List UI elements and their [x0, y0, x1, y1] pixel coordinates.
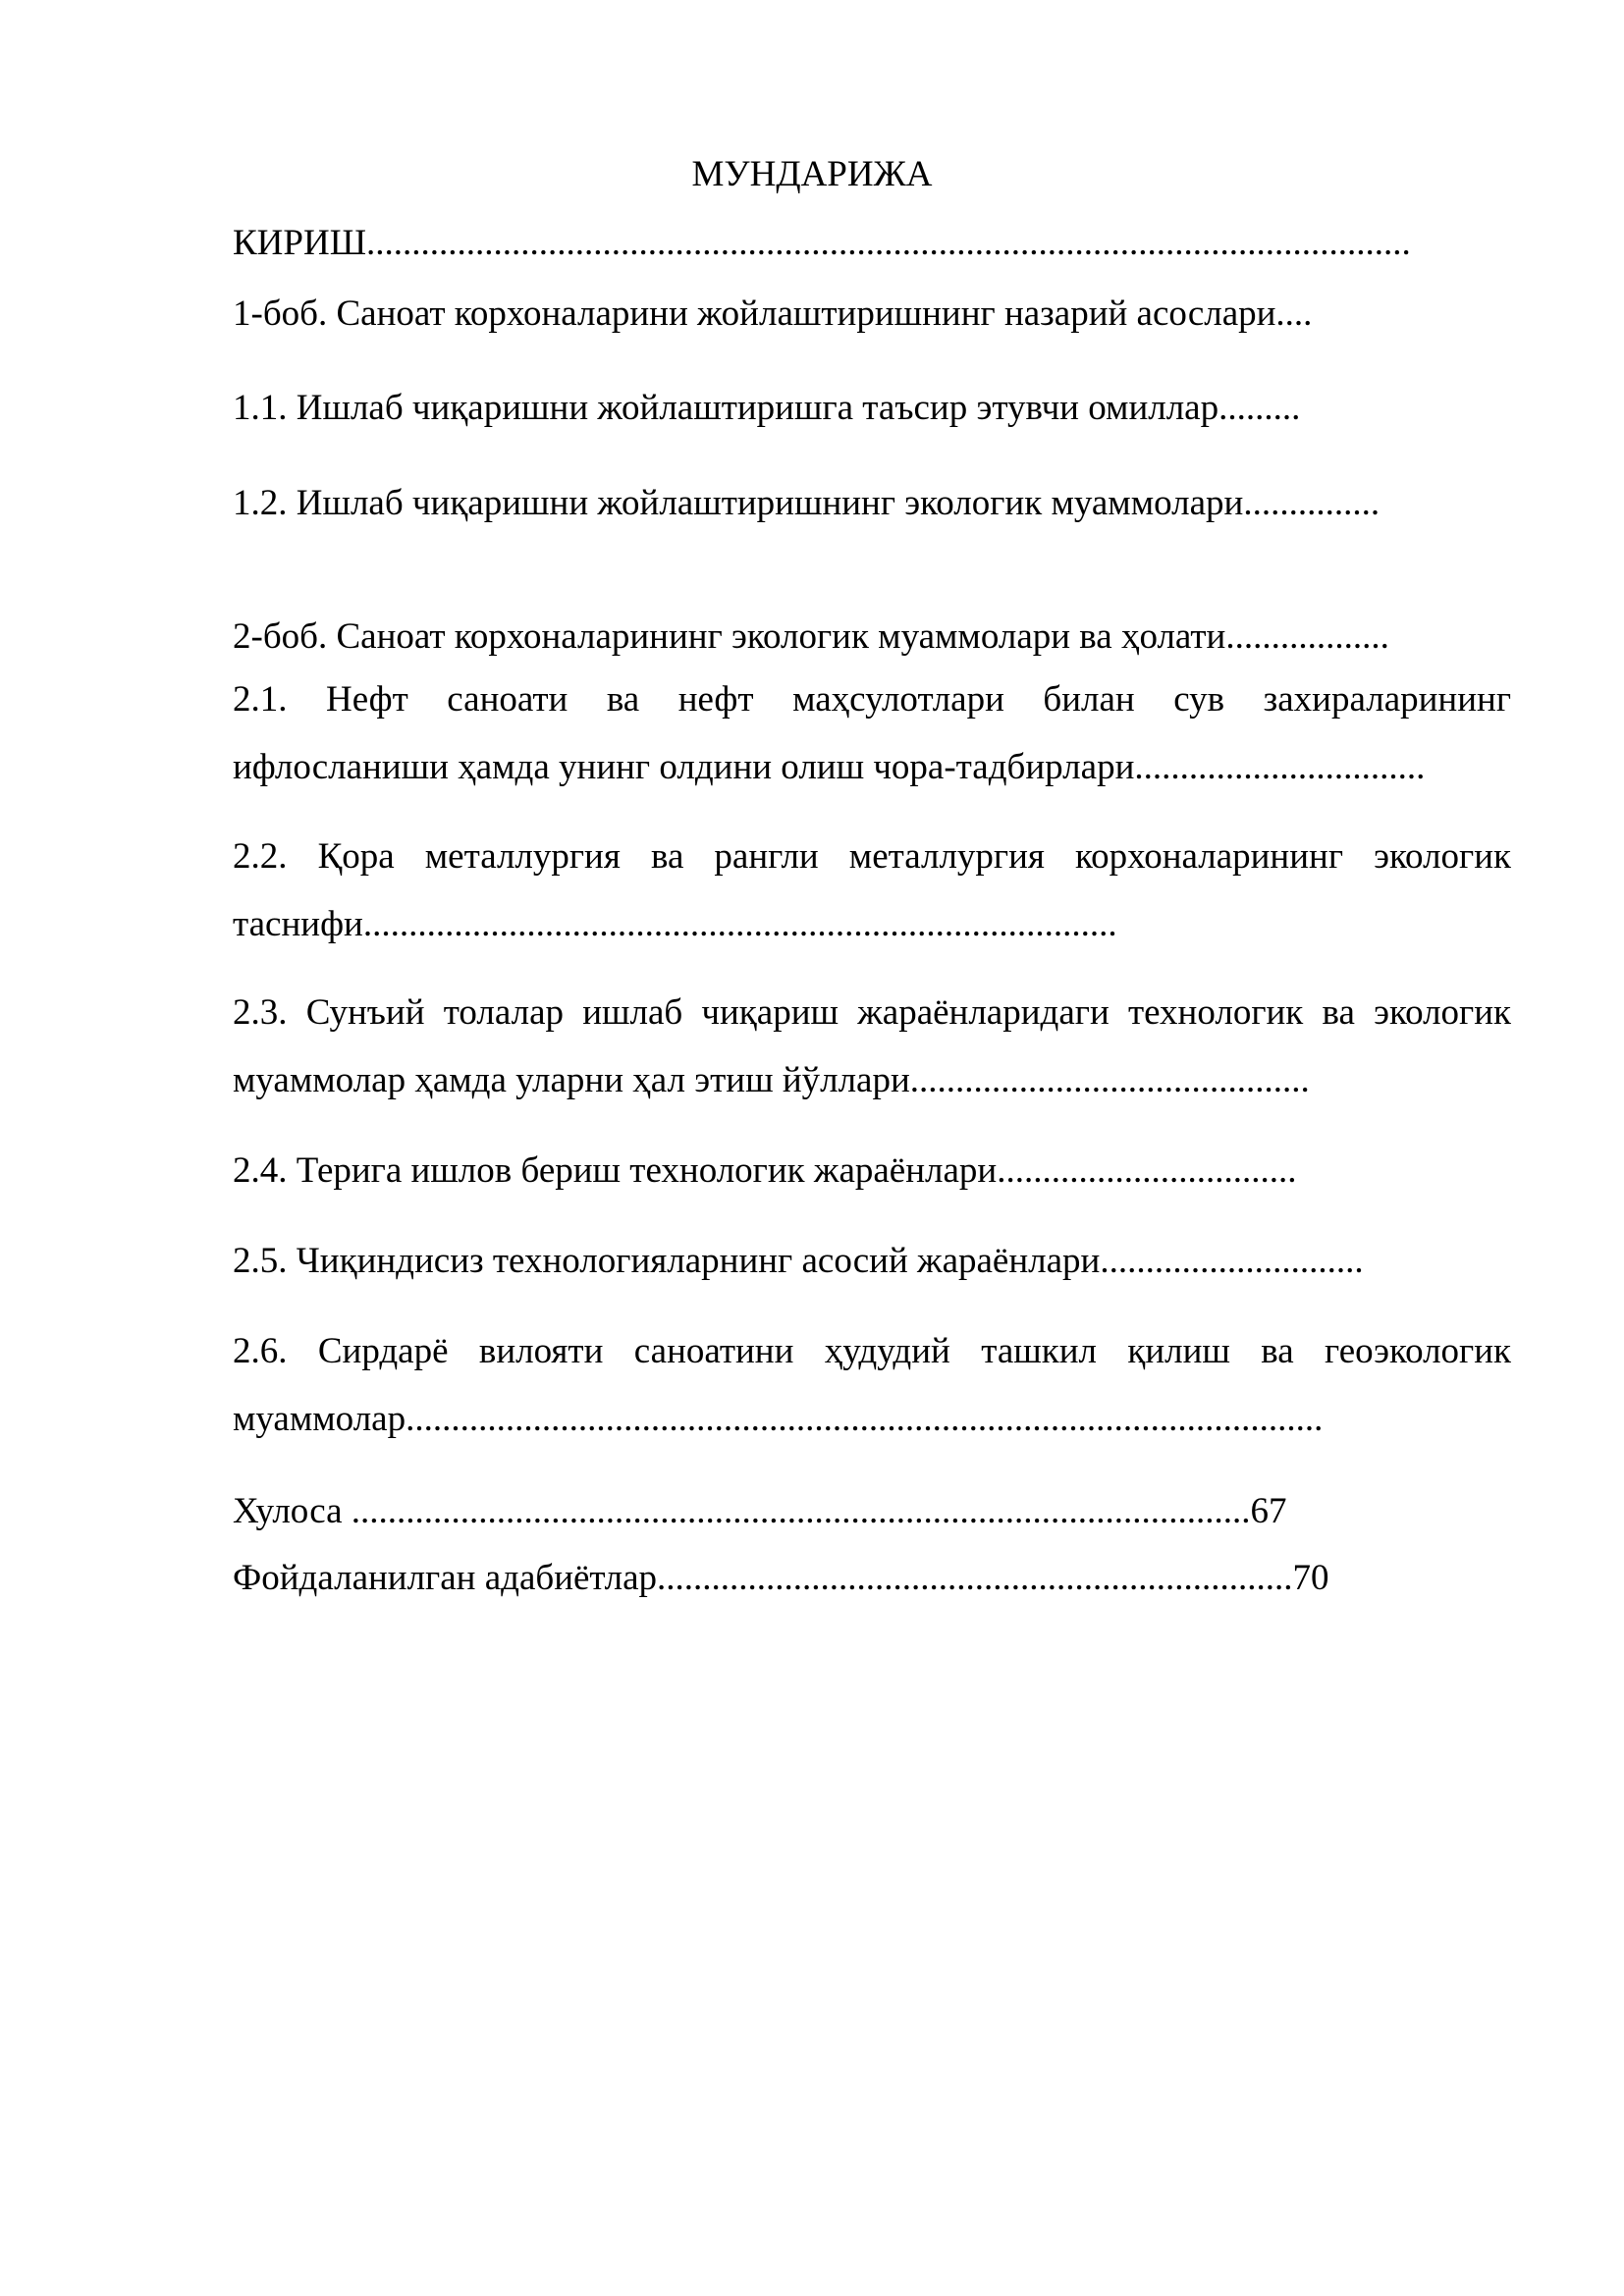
toc-entry-section-2-6-line2: муаммолар..................................................................................................... — [233, 1399, 1324, 1439]
toc-entry-section-2-2-line2: таснифи................................................................................... — [233, 904, 1117, 944]
toc-entry-section-2-1-line2: ифлосланиши ҳамда унинг олдини олиш чора-тадбирлари................................ — [233, 747, 1426, 787]
toc-entry-section-1-1: 1.1. Ишлаб чиқаришни жойлаштиришга таъсир этувчи омиллар......... — [233, 388, 1301, 428]
toc-entry-section-2-4: 2.4. Терига ишлов бериш технологик жараёнлари................................. — [233, 1150, 1297, 1191]
toc-entry-section-2-6-line1: 2.6. Сирдарё вилояти саноатини ҳудудий ташкил қилиш ва геоэкологик — [233, 1331, 1511, 1371]
toc-entry-introduction: КИРИШ................................................................................................................... — [233, 223, 1411, 263]
toc-entry-section-2-2-line1: 2.2. Қора металлургия ва рангли металлургия корхоналарининг экологик — [233, 836, 1511, 877]
toc-entry-section-2-5: 2.5. Чиқиндисиз технологияларнинг асосий жараёнлари............................. — [233, 1241, 1364, 1281]
toc-entry-section-2-1-line1: 2.1. Нефт саноати ва нефт маҳсулотлари билан сув захираларининг — [233, 679, 1511, 720]
toc-entry-section-2-3-line2: муаммолар ҳамда уларни ҳал этиш йўллари............................................ — [233, 1060, 1310, 1100]
toc-entry-chapter-1: 1-боб. Саноат корхоналарини жойлаштиришнинг назарий асослари.... — [233, 294, 1313, 334]
toc-entry-chapter-2: 2-боб. Саноат корхоналарининг экологик муаммолари ва ҳолати.................. — [233, 616, 1389, 657]
toc-title: МУНДАРИЖА — [691, 154, 933, 194]
toc-entry-section-2-3-line1: 2.3. Сунъий толалар ишлаб чиқариш жараёнларидаги технологик ва экологик — [233, 992, 1511, 1033]
toc-entry-references: Фойдаланилган адабиётлар......................................................................70 — [233, 1558, 1329, 1598]
toc-entry-section-1-2: 1.2. Ишлаб чиқаришни жойлаштиришнинг экологик муаммолари............... — [233, 483, 1380, 523]
toc-entry-conclusion: Хулоса ...................................................................................................67 — [233, 1491, 1287, 1531]
